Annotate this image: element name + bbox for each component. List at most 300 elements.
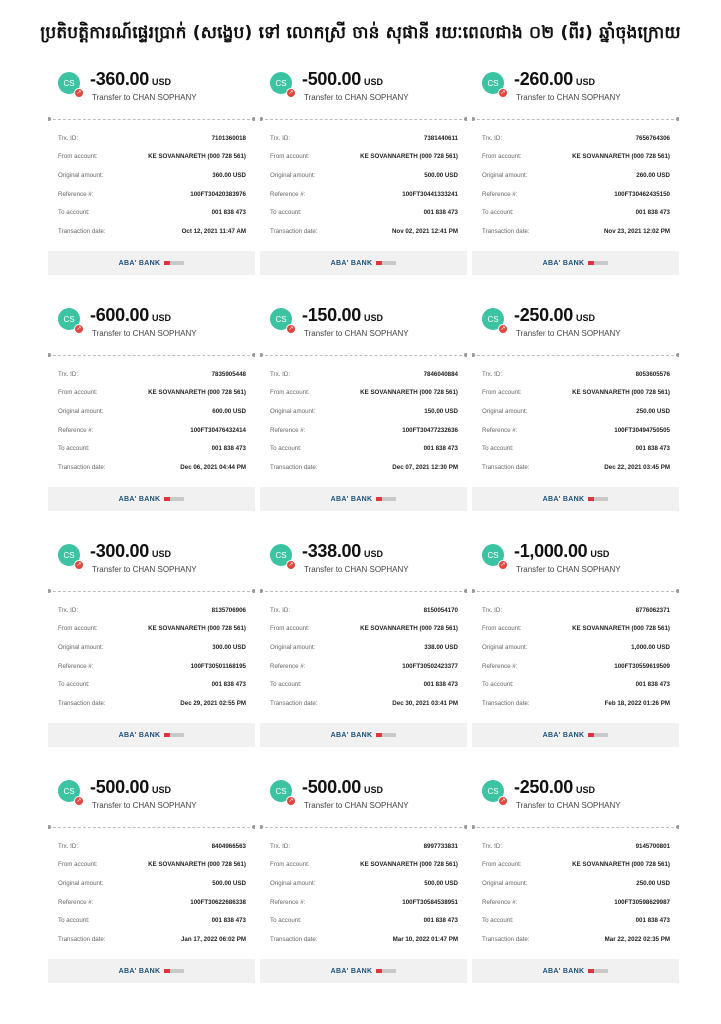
row-trx-id [482, 365, 670, 384]
receipt-details [482, 365, 670, 477]
transfer-recipient: Transfer to CHAN SOPHANY [516, 329, 621, 338]
row-original-amount [482, 402, 670, 421]
avatar: CS [58, 780, 80, 802]
dashed-divider [48, 355, 255, 356]
receipt-details [58, 129, 246, 241]
transfer-out-icon: ↗ [498, 324, 508, 334]
label: Transaction date: [270, 227, 318, 235]
value: 001 838 473 [423, 917, 458, 925]
row-transaction-date [482, 458, 670, 477]
bank-logo: ABA' BANK [118, 967, 161, 975]
bank-footer [472, 723, 679, 747]
bank-footer [260, 487, 467, 511]
divider-dot [464, 589, 467, 593]
transfer-out-icon: ↗ [74, 560, 84, 570]
value: 001 838 473 [211, 445, 246, 453]
label: Transaction date: [270, 935, 318, 943]
row-reference [270, 185, 458, 204]
row-original-amount [482, 166, 670, 185]
receipt-details [270, 837, 458, 949]
bank-logo: ABA' BANK [118, 495, 161, 503]
bank-logo: ABA' BANK [542, 967, 585, 975]
label: Transaction date: [58, 699, 106, 707]
divider-dot [472, 825, 475, 829]
bank-tagline-icon [376, 497, 396, 501]
row-original-amount [270, 874, 458, 893]
row-from-account [270, 620, 458, 639]
bank-logo: ABA' BANK [118, 731, 161, 739]
bank-tagline-icon [588, 261, 608, 265]
value: 100FT30559619509 [614, 662, 670, 670]
amount-line [302, 305, 383, 326]
label: Original amount: [58, 643, 104, 651]
transfer-recipient: Transfer to CHAN SOPHANY [516, 93, 621, 102]
row-reference [482, 893, 670, 912]
row-to-account [58, 911, 246, 930]
divider-dot [252, 825, 255, 829]
row-from-account [58, 620, 246, 639]
value: 001 838 473 [635, 681, 670, 689]
label: To account: [482, 681, 514, 689]
value: 100FT30584538951 [402, 898, 458, 906]
label: To account: [482, 209, 514, 217]
value: KE SOVANNARETH (000 728 561) [360, 153, 458, 161]
bank-footer [48, 723, 255, 747]
transfer-out-icon: ↗ [498, 88, 508, 98]
amount: -250.00 [514, 305, 573, 325]
dashed-divider [260, 827, 467, 828]
label: From account: [482, 625, 522, 633]
transfer-out-icon: ↗ [286, 560, 296, 570]
label: Reference #: [482, 662, 518, 670]
row-trx-id [482, 601, 670, 620]
value: KE SOVANNARETH (000 728 561) [360, 389, 458, 397]
bank-tagline-icon [588, 969, 608, 973]
divider-dot [48, 353, 51, 357]
label: Reference #: [270, 662, 306, 670]
value: 100FT30501168195 [190, 662, 246, 670]
divider-dot [260, 353, 263, 357]
bank-footer [260, 251, 467, 275]
label: Reference #: [482, 898, 518, 906]
row-reference [270, 657, 458, 676]
row-original-amount [58, 402, 246, 421]
receipt-grid [48, 58, 679, 988]
row-from-account [270, 856, 458, 875]
transfer-recipient: Transfer to CHAN SOPHANY [92, 565, 197, 574]
row-reference [482, 185, 670, 204]
label: Transaction date: [58, 463, 106, 471]
bank-logo: ABA' BANK [542, 495, 585, 503]
amount: -500.00 [302, 777, 361, 797]
currency: USD [575, 77, 595, 87]
currency: USD [590, 549, 610, 559]
label: Reference #: [482, 190, 518, 198]
value: 250.00 USD [636, 879, 670, 887]
amount-line [514, 69, 595, 90]
value: Jan 17, 2022 06:02 PM [180, 935, 246, 943]
transfer-receipt [472, 294, 679, 516]
divider-dot [260, 589, 263, 593]
value: 250.00 USD [636, 407, 670, 415]
label: Original amount: [58, 879, 104, 887]
receipt-header [472, 58, 679, 108]
receipt-details [58, 837, 246, 949]
avatar: CS [270, 544, 292, 566]
amount: -500.00 [90, 777, 149, 797]
label: Original amount: [270, 643, 316, 651]
label: Trx. ID: [482, 606, 503, 614]
value: Mar 22, 2022 02:35 PM [604, 935, 670, 943]
row-to-account [270, 439, 458, 458]
dashed-divider [260, 119, 467, 120]
label: Trx. ID: [482, 370, 503, 378]
value: KE SOVANNARETH (000 728 561) [572, 389, 670, 397]
label: Transaction date: [270, 699, 318, 707]
value: Dec 06, 2021 04:44 PM [180, 463, 246, 471]
row-from-account [58, 384, 246, 403]
row-reference [58, 185, 246, 204]
avatar: CS [58, 544, 80, 566]
label: From account: [58, 389, 98, 397]
dashed-divider [48, 119, 255, 120]
bank-logo: ABA' BANK [542, 259, 585, 267]
label: From account: [58, 861, 98, 869]
row-from-account [58, 856, 246, 875]
divider-dot [252, 353, 255, 357]
transfer-recipient: Transfer to CHAN SOPHANY [516, 565, 621, 574]
transfer-out-icon: ↗ [74, 88, 84, 98]
transfer-recipient: Transfer to CHAN SOPHANY [304, 329, 409, 338]
value: KE SOVANNARETH (000 728 561) [148, 625, 246, 633]
value: KE SOVANNARETH (000 728 561) [148, 389, 246, 397]
bank-footer [48, 251, 255, 275]
row-trx-id [482, 837, 670, 856]
receipt-details [482, 601, 670, 713]
amount-line [302, 541, 383, 562]
label: Transaction date: [58, 935, 106, 943]
divider-dot [472, 117, 475, 121]
currency: USD [151, 313, 171, 323]
row-from-account [482, 384, 670, 403]
label: Reference #: [270, 190, 306, 198]
value: 100FT30494750505 [614, 426, 670, 434]
value: 7381440611 [423, 134, 458, 142]
row-to-account [58, 203, 246, 222]
value: 100FT30441333241 [402, 190, 458, 198]
row-original-amount [482, 638, 670, 657]
divider-dot [260, 117, 263, 121]
avatar: CS [482, 308, 504, 330]
amount: -360.00 [90, 69, 149, 89]
currency: USD [363, 549, 383, 559]
transfer-receipt [48, 294, 255, 516]
value: 001 838 473 [423, 445, 458, 453]
row-original-amount [270, 638, 458, 657]
label: To account: [270, 681, 302, 689]
amount: -250.00 [514, 777, 573, 797]
amount-line [514, 777, 595, 798]
amount: -150.00 [302, 305, 361, 325]
receipt-details [270, 601, 458, 713]
row-reference [58, 657, 246, 676]
divider-dot [464, 825, 467, 829]
row-trx-id [58, 837, 246, 856]
row-to-account [482, 675, 670, 694]
row-transaction-date [482, 222, 670, 241]
label: Original amount: [270, 407, 316, 415]
label: To account: [58, 917, 90, 925]
value: 8776062371 [635, 606, 670, 614]
label: Original amount: [270, 879, 316, 887]
bank-tagline-icon [164, 733, 184, 737]
amount: -300.00 [90, 541, 149, 561]
value: Oct 12, 2021 11:47 AM [181, 227, 246, 235]
value: 001 838 473 [635, 917, 670, 925]
label: Transaction date: [270, 463, 318, 471]
row-to-account [270, 203, 458, 222]
row-original-amount [58, 638, 246, 657]
label: Transaction date: [58, 227, 106, 235]
currency: USD [151, 785, 171, 795]
label: Trx. ID: [270, 842, 291, 850]
amount-line [90, 541, 171, 562]
label: Trx. ID: [482, 134, 503, 142]
dashed-divider [472, 119, 679, 120]
value: Nov 23, 2021 12:02 PM [603, 227, 670, 235]
row-transaction-date [58, 694, 246, 713]
row-from-account [270, 148, 458, 167]
label: Reference #: [58, 426, 94, 434]
row-to-account [482, 439, 670, 458]
receipt-header [48, 530, 255, 580]
value: KE SOVANNARETH (000 728 561) [148, 153, 246, 161]
bank-footer [260, 959, 467, 983]
label: From account: [58, 153, 98, 161]
value: Dec 29, 2021 02:55 PM [180, 699, 246, 707]
label: Reference #: [482, 426, 518, 434]
amount: -338.00 [302, 541, 361, 561]
value: 7835905448 [211, 370, 246, 378]
receipt-header [472, 766, 679, 816]
value: 100FT30598629987 [614, 898, 670, 906]
amount-line [90, 777, 171, 798]
value: 001 838 473 [211, 917, 246, 925]
label: Transaction date: [482, 935, 530, 943]
value: 500.00 USD [424, 879, 458, 887]
value: 7846040884 [423, 370, 458, 378]
avatar: CS [58, 72, 80, 94]
amount-line [514, 541, 609, 562]
value: 100FT30420383976 [190, 190, 246, 198]
value: 100FT30502423377 [402, 662, 458, 670]
transfer-receipt [48, 530, 255, 752]
value: Feb 18, 2022 01:26 PM [604, 699, 670, 707]
dashed-divider [48, 827, 255, 828]
bank-footer [472, 487, 679, 511]
value: Dec 07, 2021 12:30 PM [392, 463, 458, 471]
value: 8404966563 [211, 842, 246, 850]
row-transaction-date [482, 694, 670, 713]
label: To account: [58, 681, 90, 689]
row-trx-id [270, 837, 458, 856]
row-transaction-date [270, 694, 458, 713]
amount-line [90, 69, 171, 90]
divider-dot [464, 117, 467, 121]
currency: USD [363, 313, 383, 323]
value: Nov 02, 2021 12:41 PM [391, 227, 458, 235]
value: 260.00 USD [636, 171, 670, 179]
value: KE SOVANNARETH (000 728 561) [148, 861, 246, 869]
receipt-details [270, 129, 458, 241]
label: Original amount: [270, 171, 316, 179]
label: To account: [58, 209, 90, 217]
label: Trx. ID: [58, 842, 79, 850]
value: 600.00 USD [212, 407, 246, 415]
value: Mar 10, 2022 01:47 PM [392, 935, 458, 943]
divider-dot [472, 589, 475, 593]
value: 500.00 USD [212, 879, 246, 887]
label: From account: [270, 153, 310, 161]
amount: -260.00 [514, 69, 573, 89]
bank-logo: ABA' BANK [542, 731, 585, 739]
row-reference [270, 421, 458, 440]
currency: USD [575, 785, 595, 795]
label: From account: [482, 861, 522, 869]
receipt-header [260, 58, 467, 108]
label: Original amount: [482, 407, 528, 415]
label: Trx. ID: [58, 134, 79, 142]
divider-dot [252, 117, 255, 121]
transfer-out-icon: ↗ [286, 324, 296, 334]
transfer-receipt [260, 58, 467, 280]
transfer-receipt [260, 530, 467, 752]
transfer-receipt [472, 530, 679, 752]
value: KE SOVANNARETH (000 728 561) [360, 861, 458, 869]
transfer-out-icon: ↗ [74, 324, 84, 334]
value: 001 838 473 [635, 209, 670, 217]
transfer-receipt [48, 58, 255, 280]
value: 001 838 473 [211, 209, 246, 217]
value: Dec 30, 2021 03:41 PM [392, 699, 458, 707]
value: 001 838 473 [423, 681, 458, 689]
transfer-recipient: Transfer to CHAN SOPHANY [304, 565, 409, 574]
row-transaction-date [270, 930, 458, 949]
row-original-amount [270, 402, 458, 421]
receipt-header [472, 530, 679, 580]
transfer-receipt [472, 58, 679, 280]
bank-tagline-icon [164, 969, 184, 973]
divider-dot [252, 589, 255, 593]
divider-dot [472, 353, 475, 357]
receipt-header [48, 294, 255, 344]
row-transaction-date [58, 458, 246, 477]
amount-line [302, 69, 383, 90]
row-to-account [482, 203, 670, 222]
value: 100FT30477232636 [402, 426, 458, 434]
row-from-account [482, 856, 670, 875]
label: From account: [58, 625, 98, 633]
receipt-details [270, 365, 458, 477]
receipt-header [260, 530, 467, 580]
bank-logo: ABA' BANK [330, 967, 373, 975]
label: Reference #: [58, 898, 94, 906]
value: 001 838 473 [423, 209, 458, 217]
page-title: ប្រតិបត្តិការណ៍ផ្ទេរប្រាក់ (សង្ខេប) ទៅ លោកស្រី ចាន់ សុផានី រយៈពេលជាង ០២ (ពីរ) ឆ្នាំចុងក្រោយ [40, 23, 681, 43]
value: KE SOVANNARETH (000 728 561) [572, 861, 670, 869]
transfer-recipient: Transfer to CHAN SOPHANY [304, 93, 409, 102]
row-trx-id [58, 129, 246, 148]
avatar: CS [270, 308, 292, 330]
amount: -600.00 [90, 305, 149, 325]
bank-footer [260, 723, 467, 747]
label: Reference #: [270, 426, 306, 434]
avatar: CS [482, 544, 504, 566]
value: 7656764306 [635, 134, 670, 142]
label: Transaction date: [482, 227, 530, 235]
dashed-divider [48, 591, 255, 592]
amount-line [302, 777, 383, 798]
bank-logo: ABA' BANK [330, 259, 373, 267]
row-reference [58, 421, 246, 440]
amount: -1,000.00 [514, 541, 588, 561]
label: Reference #: [270, 898, 306, 906]
transfer-out-icon: ↗ [286, 796, 296, 806]
divider-dot [676, 589, 679, 593]
value: 300.00 USD [212, 643, 246, 651]
value: 8135706906 [211, 606, 246, 614]
value: 8053605576 [635, 370, 670, 378]
receipt-header [48, 766, 255, 816]
row-reference [270, 893, 458, 912]
avatar: CS [58, 308, 80, 330]
label: From account: [482, 389, 522, 397]
label: From account: [482, 153, 522, 161]
value: KE SOVANNARETH (000 728 561) [360, 625, 458, 633]
value: 8997733831 [423, 842, 458, 850]
label: From account: [270, 389, 310, 397]
transfer-out-icon: ↗ [498, 560, 508, 570]
label: Original amount: [482, 879, 528, 887]
row-trx-id [270, 129, 458, 148]
row-trx-id [482, 129, 670, 148]
row-original-amount [58, 166, 246, 185]
transfer-receipt [260, 766, 467, 988]
label: Trx. ID: [270, 134, 291, 142]
label: To account: [270, 445, 302, 453]
receipt-header [472, 294, 679, 344]
bank-logo: ABA' BANK [118, 259, 161, 267]
value: 500.00 USD [424, 171, 458, 179]
value: 001 838 473 [211, 681, 246, 689]
bank-footer [48, 959, 255, 983]
bank-logo: ABA' BANK [330, 731, 373, 739]
divider-dot [464, 353, 467, 357]
currency: USD [151, 77, 171, 87]
avatar: CS [270, 780, 292, 802]
row-original-amount [270, 166, 458, 185]
dashed-divider [472, 591, 679, 592]
receipt-details [58, 601, 246, 713]
value: 338.00 USD [424, 643, 458, 651]
label: Trx. ID: [58, 370, 79, 378]
row-from-account [270, 384, 458, 403]
row-trx-id [58, 601, 246, 620]
row-reference [482, 657, 670, 676]
row-original-amount [58, 874, 246, 893]
currency: USD [151, 549, 171, 559]
label: To account: [58, 445, 90, 453]
